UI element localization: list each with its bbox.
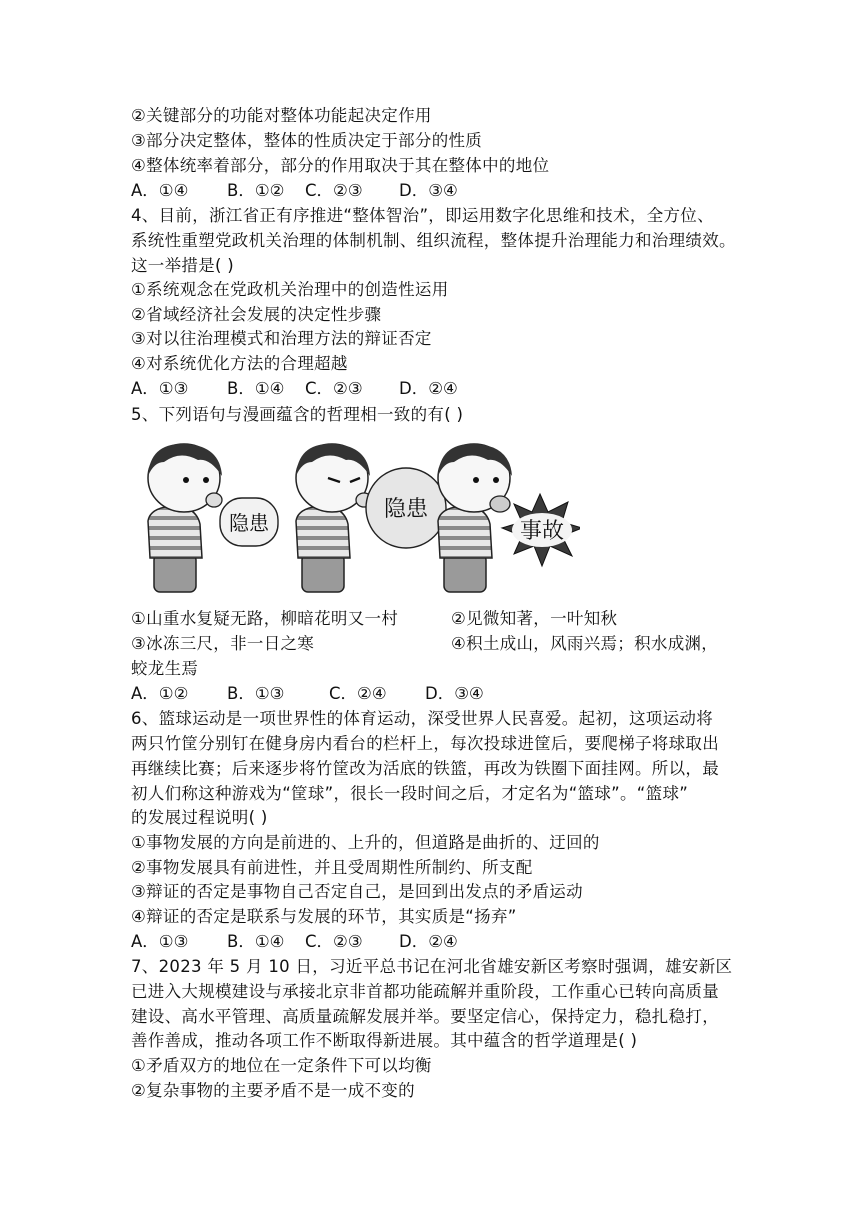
q6-item-3: ③辩证的否定是事物自己否定自己，是回到出发点的矛盾运动 <box>131 882 583 901</box>
panel-3-label: 事故 <box>519 519 565 544</box>
q6-item-1: ①事物发展的方向是前进的、上升的，但道路是曲折的、迂回的 <box>131 833 600 852</box>
q4-stem-line-1: 4、目前，浙江省正有序推进“整体智治”，即运用数字化思维和技术，全方位、 <box>131 206 714 225</box>
q3-item-3: ③部分决定整体，整体的性质决定于部分的性质 <box>131 131 483 150</box>
cartoon-panel-3 <box>438 444 580 592</box>
q4-option-d: D．②④ <box>399 379 458 398</box>
q3-item-4: ④整体统率着部分，部分的作用取决于其在整体中的地位 <box>131 156 550 175</box>
q4-option-b: B．①④ <box>227 379 285 398</box>
q5-option-c: C．②④ <box>329 684 387 703</box>
q6-option-b: B．①④ <box>227 932 285 951</box>
q7-stem-line-3: 建设、高水平管理、高质量疏解发展并举。要坚定信心，保持定力，稳扎稳打， <box>131 1007 719 1026</box>
q6-stem-line-1: 6、篮球运动是一项世界性的体育运动，深受世界人民喜爱。起初，这项运动将 <box>131 709 713 728</box>
q4-option-c: C．②③ <box>305 379 363 398</box>
q5-item-4: ④积土成山，风雨兴焉；积水成渊， <box>451 634 719 653</box>
q5-option-b: B．①③ <box>227 684 285 703</box>
q5-options <box>131 682 484 706</box>
q3-option-b: B．①② <box>227 181 285 200</box>
cartoon-panel-2 <box>296 444 446 592</box>
q5-item-2: ②见微知著，一叶知秋 <box>451 609 618 628</box>
q5-option-d: D．③④ <box>425 684 484 703</box>
q4-options <box>131 377 458 401</box>
q6-stem-line-4: 初人们称这种游戏为“筐球”，很长一段时间之后，才定名为“篮球”。“篮球” <box>131 784 689 803</box>
q4-stem-line-2: 系统性重塑党政机关治理的体制机制、组织流程，整体提升治理能力和治理绩效。 <box>131 231 736 250</box>
q7-item-2: ②复杂事物的主要矛盾不是一成不变的 <box>131 1081 415 1100</box>
q4-option-a: A．①③ <box>131 379 189 398</box>
q5-items-row-1 <box>131 607 618 631</box>
q3-item-2: ②关键部分的功能对整体功能起决定作用 <box>131 106 432 125</box>
q3-options <box>131 179 458 203</box>
q5-stem: 5、下列语句与漫画蕴含的哲理相一致的有( ) <box>131 405 464 424</box>
q3-option-d: D．③④ <box>399 181 458 200</box>
q6-options <box>131 930 458 954</box>
q4-stem-line-3: 这一举措是( ) <box>131 256 235 275</box>
panel-1-label: 隐患 <box>229 511 269 535</box>
q7-stem-line-4: 善作善成，推动各项工作不断取得新进展。其中蕴含的哲学道理是( ) <box>131 1031 638 1050</box>
q5-item-3: ③冰冻三尺，非一日之寒 <box>131 634 315 653</box>
q6-option-d: D．②④ <box>399 932 458 951</box>
q4-item-1: ①系统观念在党政机关治理中的创造性运用 <box>131 280 449 299</box>
q3-option-a: A．①④ <box>131 181 189 200</box>
q5-items-row-2 <box>131 632 719 656</box>
q5-item-1: ①山重水复疑无路，柳暗花明又一村 <box>131 609 399 628</box>
q7-stem-line-2: 已进入大规模建设与承接北京非首都功能疏解并重阶段，工作重心已转向高质量 <box>131 982 719 1001</box>
q4-item-3: ③对以往治理模式和治理方法的辩证否定 <box>131 329 432 348</box>
q6-stem-line-2: 两只竹筐分别钉在健身房内看台的栏杆上，每次投球进筐后，要爬梯子将球取出 <box>131 734 719 753</box>
q3-option-c: C．②③ <box>305 181 363 200</box>
balloon-cartoon-image <box>140 436 580 596</box>
q5-option-a: A．①② <box>131 684 189 703</box>
q7-item-1: ①矛盾双方的地位在一定条件下可以均衡 <box>131 1056 432 1075</box>
q7-stem-line-1: 7、2023 年 5 月 10 日，习近平总书记在河北省雄安新区考察时强调，雄安新区 <box>131 957 733 976</box>
q6-option-c: C．②③ <box>305 932 363 951</box>
q6-item-4: ④辩证的否定是联系与发展的环节，其实质是“扬弃” <box>131 907 517 926</box>
q4-item-2: ②省域经济社会发展的决定性步骤 <box>131 305 382 324</box>
panel-2-label: 隐患 <box>383 497 429 522</box>
q6-stem-line-5: 的发展过程说明( ) <box>131 808 268 827</box>
q5-item-4-continued: 蛟龙生焉 <box>131 659 199 678</box>
q4-item-4: ④对系统优化方法的合理超越 <box>131 354 348 373</box>
q6-item-2: ②事物发展具有前进性，并且受周期性所制约、所支配 <box>131 858 533 877</box>
q6-option-a: A．①③ <box>131 932 189 951</box>
cartoon-panel-1 <box>148 444 278 592</box>
q6-stem-line-3: 再继续比赛；后来逐步将竹筐改为活底的铁篮，再改为铁圈下面挂网。所以，最 <box>131 759 719 778</box>
